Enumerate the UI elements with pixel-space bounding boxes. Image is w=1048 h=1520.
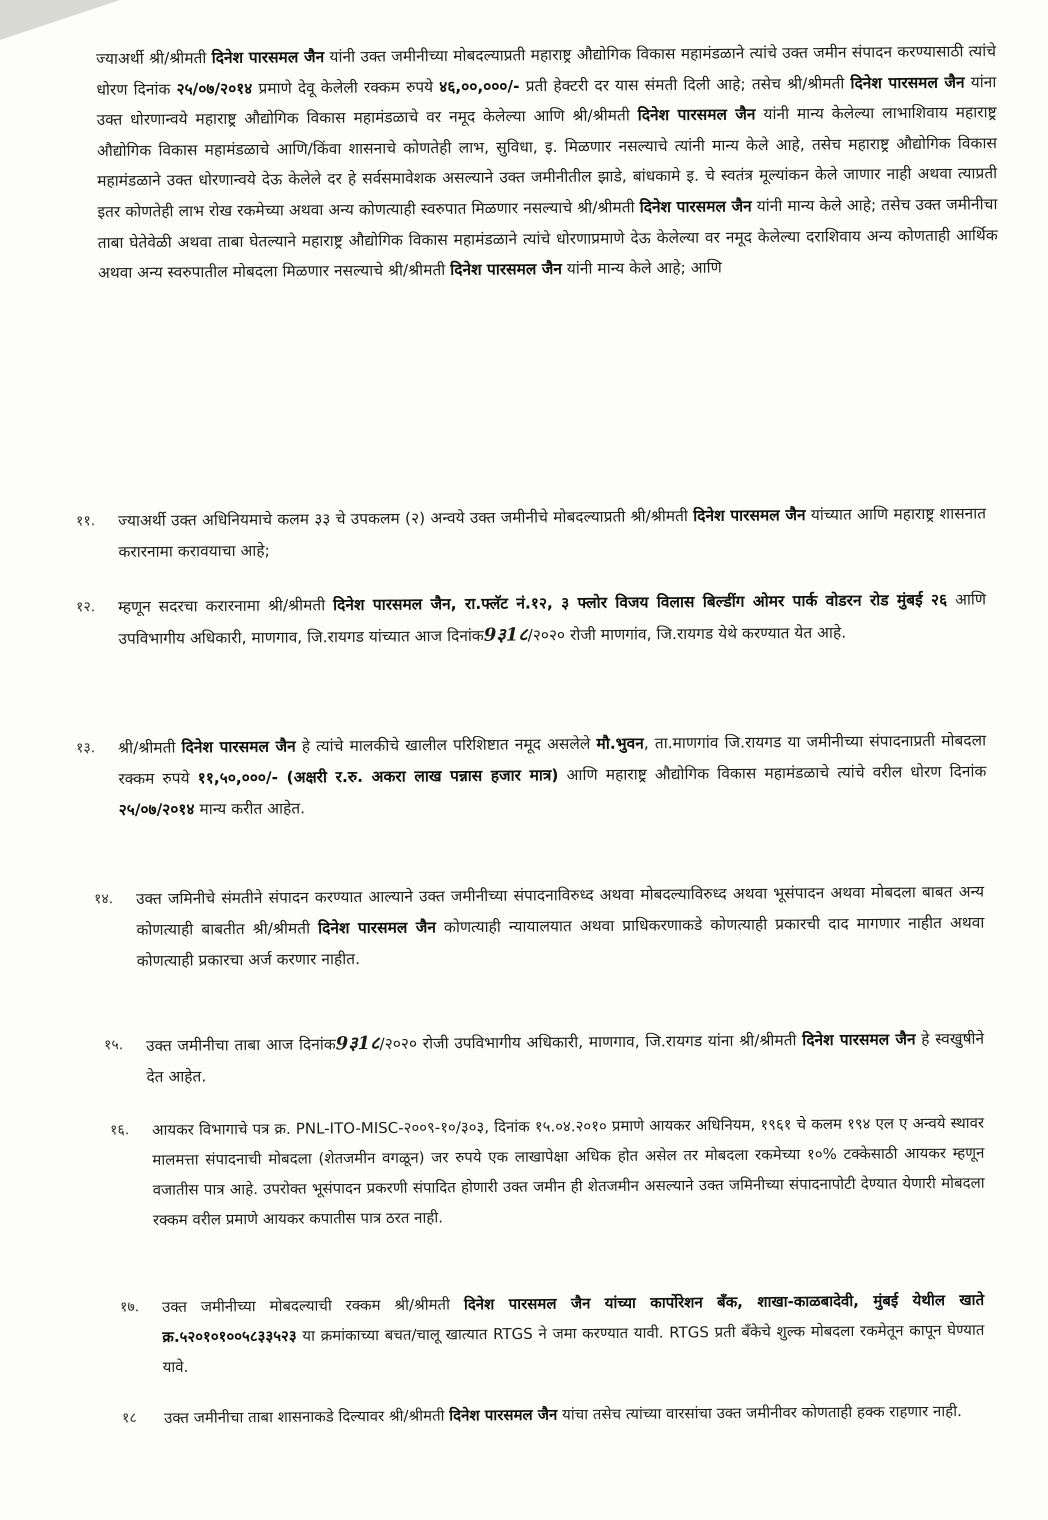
clause-number: १३. [76, 740, 96, 757]
clause-14 [94, 877, 985, 977]
intro-paragraph [96, 36, 998, 289]
owner-name: दिनेश पारसमल जैन [637, 105, 756, 125]
owner-name: दिनेश पारसमल जैन [317, 918, 437, 938]
clause-text-part: /२०२० रोजी माणगांव, जि.रायगड येथे करण्यात येत आहे. [527, 623, 847, 645]
scan-shadow-corner [0, 0, 120, 40]
clause-number: १८ [122, 1410, 137, 1427]
policy-date: २५/०७/२०१४ [118, 800, 195, 819]
clause-text [118, 584, 987, 655]
clause-text-part: उक्त जमीनीच्या मोबदल्याची रक्कम श्री/श्रीमती [162, 1295, 464, 1316]
owner-name: दिनेश पारसमल जैन [449, 1405, 558, 1425]
rate-amount: ४६,००,०००/- [439, 76, 520, 96]
clause-text [146, 1023, 985, 1093]
clause-text: आयकर विभागाचे पत्र क्र. PNL-ITO-MISC-२००९-१०/३०३, दिनांक १५.०४.२०१० प्रमाणे आयकर अधिनियम, १९६१ चे कलम १९४ एल ए अन्वये स्थावर मालमत्ता संपादनाची मोबदला (शेतजमीन वगळून) जर रुपये एक लाखापेक्षा अधिक होत असेल तर मोबदला रकमेच्या १०% टक्केसाठी आयकर म्हणून वजातीस पात्र आहे. उपरोक्त भूसंपादन प्रकरणी संपादित होणारी उक्त जमीन ही शेतजमीन असल्याने उक्त जमिनीच्या संपादनापोटी देण्यात येणारी मोबदला रक्कम वरील प्रमाणे आयकर कपातीस पात्र ठरत नाही. [152, 1113, 985, 1229]
clause-number: १६. [110, 1122, 130, 1139]
clause-text-part: ज्याअर्थी उक्त अधिनियमाचे कलम ३३ चे उपकलम (२) अन्वये उक्त जमीनीचे मोबदल्याप्रती श्री/श्रीमती [118, 506, 694, 530]
clause-15 [104, 1023, 985, 1093]
clause-text-part: हे त्यांचे मालकीचे खालील परिशिष्टात नमूद असलेले [295, 734, 597, 756]
clause-text [136, 877, 985, 977]
clause-text-part: उक्त जमीनीचा ताबा शासनाकडे दिल्यावर श्री/श्रीमती [164, 1406, 450, 1427]
clause-number: १५. [104, 1037, 124, 1054]
intro-text-6: यांनी मान्य केलेल्या लाभाशिवाय महाराष्ट्र औद्योगिक विकास महामंडळाचे आणि/किंवा शासनाचे कोणतेही लाभ, सुविधा, इ. मिळणार नसल्याचे त्यांनी मान्य केले आहे, तसेच महाराष्ट्र औद्योगिक विकास महामंडळाने उक्त धोरणान्वये देऊ केलेले दर हे सर्वसमावेशक असल्याने उक्त जमीनीतील झाडे, बांधकामे इ. चे स्वतंत्र मूल्यांकन केले जाणार नाही अथवा त्याप्रती इतर कोणतेही लाभ रोख रकमेच्या अथवा अन्य कोणत्याही स्वरुपात मिळणार नसल्याचे श्री/श्रीमती [96, 103, 998, 221]
bank-account-details: दिनेश पारसमल जैन यांच्या कार्पोरेशन बँक, शाखा-काळबादेवी, मुंबई येथील खाते क्र.५२०१०१००५८३३५२३ [162, 1290, 985, 1346]
clause-18 [122, 1396, 984, 1433]
clause-number: १७. [120, 1299, 140, 1316]
clause-text-part: हे स्वखुषीने देत आहेत. [146, 1029, 985, 1086]
owner-name: दिनेश पारसमल जैन [802, 1030, 916, 1050]
policy-date: २५/०७/२०१४ [176, 79, 253, 98]
clause-text-part: , ता.माणगांव जि.रायगड या जमीनीच्या संपादनाप्रती मोबदला रक्कम रुपये [118, 731, 987, 788]
owner-name: दिनेश पारसमल जैन [639, 197, 752, 217]
intro-text-2: यांनी उक्त जमीनीच्या मोबदल्याप्रती महाराष्ट्र औद्योगिक विकास महामंडळाने त्यांचे उक्त जमीन संपादन करण्यासाठी त्यांचे धोरण दिनांक [96, 42, 997, 99]
intro-text-3: प्रमाणे देवू केलेली रक्कम रुपये [252, 77, 440, 98]
owner-name: दिनेश पारसमल जैन [181, 737, 296, 757]
clause-17 [120, 1285, 985, 1382]
clause-text-part: कोणत्याही न्यायालयात अथवा प्राधिकरणाकडे कोणत्याही प्रकारची दाद मागणार नाहीत अथवा कोणत्याही प्रकारचा अर्ज करणार नाहीत. [136, 913, 985, 970]
clause-text-part: उक्त जमिनीचे संमतीने संपादन करण्यात आल्याने उक्त जमीनीच्या संपादनाविरुध्द अथवा मोबदल्याविरुध्द अथवा भूसंपादन अथवा मोबदला बाबत अन्य कोणत्याही बाबतीत श्री/श्रीमती [136, 882, 985, 939]
owner-name: दिनेश पारसमल जैन [450, 260, 562, 280]
clause-16 [110, 1108, 985, 1235]
clause-number: १४. [94, 891, 114, 908]
clause-11 [76, 498, 987, 568]
clause-13 [76, 725, 987, 826]
owner-name: दिनेश पारसमल जैन [850, 73, 965, 93]
clause-12 [76, 584, 987, 655]
clause-number: १२. [76, 599, 96, 616]
clause-text-part: आणि उपविभागीय अधिकारी, माणगाव, जि.रायगड यांच्यात आज दिनांक [118, 590, 987, 648]
clause-text-part: यांचा तसेच त्यांच्या वारसांचा उक्त जमीनीवर कोणताही हक्क राहणार नाही. [557, 1402, 962, 1424]
clause-number: ११. [76, 513, 96, 530]
clause-text-part: या क्रमांकाच्या बचत/चालू खात्यात RTGS ने जमा करण्यात यावी. RTGS प्रती बँकेचे शुल्क मोबदला रकमेतून कापून घेण्यात यावे. [162, 1320, 985, 1376]
handwritten-date: 9३1८ [483, 624, 528, 646]
clause-text [118, 498, 987, 568]
intro-text-4: प्रती हेक्टरी दर यास संमती दिली आहे; तसेच श्री/श्रीमती [519, 74, 851, 95]
intro-text-8: यांनी मान्य केले आहे; आणि [561, 258, 722, 279]
compensation-amount: ११,५०,०००/- (अक्षरी र.रु. अकरा लाख पन्नास हजार मात्र) [197, 766, 559, 788]
clause-text-part: आणि महाराष्ट्र औद्योगिक विकास महामंडळाचे त्यांचे वरील धोरण दिनांक [558, 762, 987, 785]
owner-name: दिनेश पारसमल जैन [693, 506, 806, 525]
intro-text-7: यांनी मान्य केले आहे; तसेच उक्त जमीनीचा ताबा घेतेवेळी अथवा ताबा घेतल्याने महाराष्ट्र औद्योगिक विकास महामंडळाने त्यांचे धोरणाप्रमाणे देऊ केलेल्या वर नमूद केलेल्या दराशिवाय अन्य कोणताही आर्थिक अथवा अन्य स्वरुपातील मोबदला मिळणार नसल्याचे श्री/श्रीमती [97, 195, 998, 283]
clause-text-part: मान्य करीत आहेत. [194, 799, 306, 819]
clause-text-part: श्री/श्रीमती [118, 738, 182, 757]
clause-text-part: म्हणून सदरचा करारनामा श्री/श्रीमती [118, 596, 334, 616]
intro-text-5: यांना उक्त धोरणान्वये महाराष्ट्र औद्योगिक विकास महामंडळाचे वर नमूद केलेल्या आणि श्री/श्रीमती [96, 72, 997, 130]
clause-text [118, 725, 987, 826]
clause-text [162, 1285, 985, 1382]
owner-name: दिनेश पारसमल जैन [211, 48, 325, 67]
clause-text [164, 1396, 984, 1433]
owner-name-address: दिनेश पारसमल जैन, रा.फ्लॅट नं.१२, ३ फ्लोर विजय विलास बिल्डींग ओमर पार्क वोडरन रोड मुंबई २६ [333, 590, 948, 615]
clause-text-part: यांच्यात आणि महाराष्ट्र शासनात करारनामा करावयाचा आहे; [118, 504, 987, 561]
handwritten-date: 9३1८ [335, 1032, 380, 1055]
village-name: मौ.भुवन [596, 734, 644, 753]
clause-text-part: उक्त जमीनीचा ताबा आज दिनांक [146, 1035, 336, 1055]
clause-text-part: /२०२० रोजी उपविभागीय अधिकारी, माणगाव, जि.रायगड यांना श्री/श्रीमती [379, 1031, 803, 1053]
intro-text-1: ज्याअर्थी श्री/श्रीमती [96, 48, 212, 68]
